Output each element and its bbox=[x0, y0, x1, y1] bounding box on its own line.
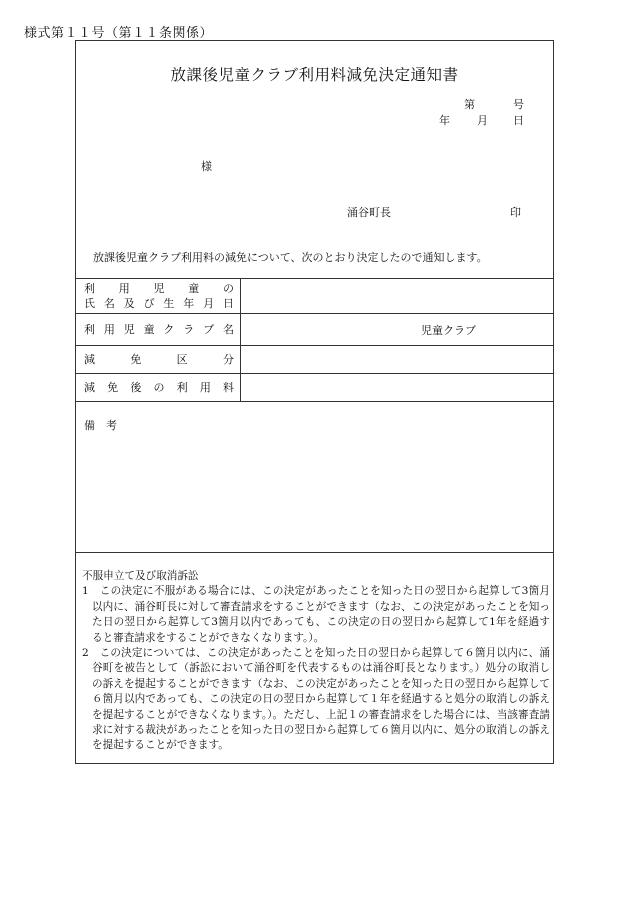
row-label-category: 減 免 区 分 bbox=[84, 353, 234, 366]
document-title: 放課後児童クラブ利用料減免決定通知書 bbox=[170, 66, 459, 84]
remarks-label: 備 考 bbox=[84, 419, 117, 432]
row-divider bbox=[76, 373, 553, 374]
intro-text: 放課後児童クラブ利用料の減免について、次のとおり決定したので通知します。 bbox=[93, 251, 488, 264]
appeal-item-2: 2 この決定については、この決定があったことを知った日の翌日から起算して６箇月以内に、涌谷町を被告として（訴訟において涌谷町を代表するものは涌谷町長となります。）処分の取消しの訴えを提起することができます（なお、この決定があったことを知った日の翌日から起算して６箇月以内であっても、この決定の日の翌日から起算して１年を経過すると処分の取消しの訴えを提起することができなくなります。）。ただし、上記１の審査請求をした場合には、当該審査請求に対する裁決があったことを知った日の翌日から起算して６箇月以内に、処分の取消しの訴えを提起することができます。 bbox=[82, 647, 550, 752]
row-divider bbox=[76, 401, 553, 402]
form-number: 様式第１１号（第１１条関係） bbox=[24, 26, 214, 41]
row-label-child-line1: 利 用 児 童 の bbox=[84, 282, 234, 295]
date-day: 日 bbox=[513, 114, 524, 127]
table-top-line bbox=[76, 278, 553, 279]
row-label-fee: 減免後の利用料 bbox=[84, 381, 234, 394]
row-value-club: 児童クラブ bbox=[421, 324, 476, 337]
label-column-divider bbox=[240, 278, 241, 401]
number-suffix: 号 bbox=[513, 98, 524, 111]
seal-mark: 印 bbox=[510, 206, 521, 219]
remarks-bottom-line bbox=[76, 552, 553, 553]
row-divider bbox=[76, 345, 553, 346]
addressee-suffix: 様 bbox=[201, 160, 212, 173]
row-label-club: 利用児童クラブ名 bbox=[84, 323, 234, 336]
appeal-notes bbox=[82, 569, 550, 754]
row-label-child-line2: 氏名及び生年月日 bbox=[84, 297, 234, 310]
appeal-heading: 不服申立て及び取消訴訟 bbox=[82, 570, 199, 582]
appeal-item-1: 1 この決定に不服がある場合には、この決定があったことを知った日の翌日から起算して3箇月以内に、涌谷町長に対して審査請求をすることができます（なお、この決定があったことを知った日の翌日から起算して3箇月以内であっても、この決定の日の翌日から起算して1年を経過すると審査請求をすることができなくなります。）。 bbox=[82, 585, 550, 644]
date-month: 月 bbox=[477, 114, 488, 127]
date-year: 年 bbox=[439, 114, 450, 127]
issuer-name: 涌谷町長 bbox=[347, 206, 391, 219]
notice-frame bbox=[75, 40, 554, 764]
number-prefix: 第 bbox=[464, 98, 475, 111]
row-divider bbox=[76, 313, 553, 314]
